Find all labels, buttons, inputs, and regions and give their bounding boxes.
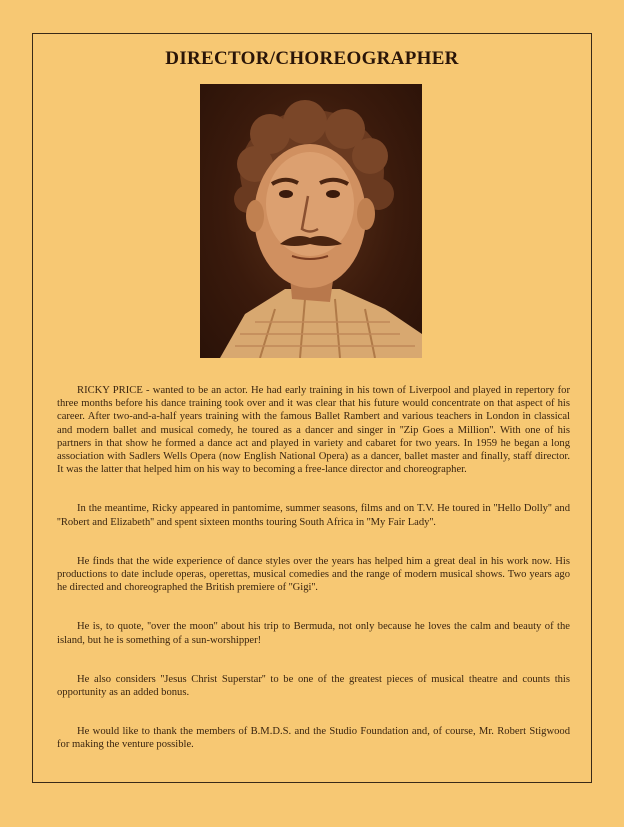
- biography-text: [57, 384, 570, 752]
- paragraph: He also considers ''Jesus Christ Superstar'' to be one of the greatest pieces of musical theatre and counts this opportunity as an added bonus.: [57, 673, 570, 699]
- paragraph: He finds that the wide experience of dance styles over the years has helped him a great deal in his work now. His productions to date include operas, operettas, musical comedies and the range of modern musical shows. Two years ago he directed and choreographed the British premiere of ''Gigi''.: [57, 555, 570, 594]
- page-title: DIRECTOR/CHOREOGRAPHER: [165, 48, 459, 69]
- paragraph: In the meantime, Ricky appeared in pantomime, summer seasons, films and on T.V. He toured in ''Hello Dolly'' and ''Robert and Elizabeth'' and spent sixteen months touring South Africa in ''My Fair Lady''.: [57, 503, 570, 528]
- paragraph: He is, to quote, ''over the moon'' about his trip to Bermuda, not only because he loves the calm and beauty of the island, but he is something of a sun-worshipper!: [57, 621, 570, 646]
- paragraph: RICKY PRICE - wanted to be an actor. He had early training in his town of Liverpool and played in repertory for three months before his dance training took over and it was clear that his future would concentrate on that aspect of his career. After two-and-a-half years training with the famous Ballet Rambert and various teachers in London in classical and modern ballet and musical comedy, he toured as a dancer and singer in ''Zip Goes a Million''. With one of his partners in that show he formed a dance act and played in variety and cabaret for two years. In 1959 he began a long association with Sadlers Wells Opera (now English National Opera) as a dancer, ballet master and finally, staff director. It was the latter that helped him on his way to becoming a free-lance director and choreographer.: [57, 385, 570, 476]
- paragraph: He would like to thank the members of B.M.D.S. and the Studio Foundation and, of course, Mr. Robert Stigwood for making the venture possible.: [57, 726, 570, 751]
- portrait-illustration: [200, 84, 422, 358]
- portrait-photo: [200, 84, 422, 358]
